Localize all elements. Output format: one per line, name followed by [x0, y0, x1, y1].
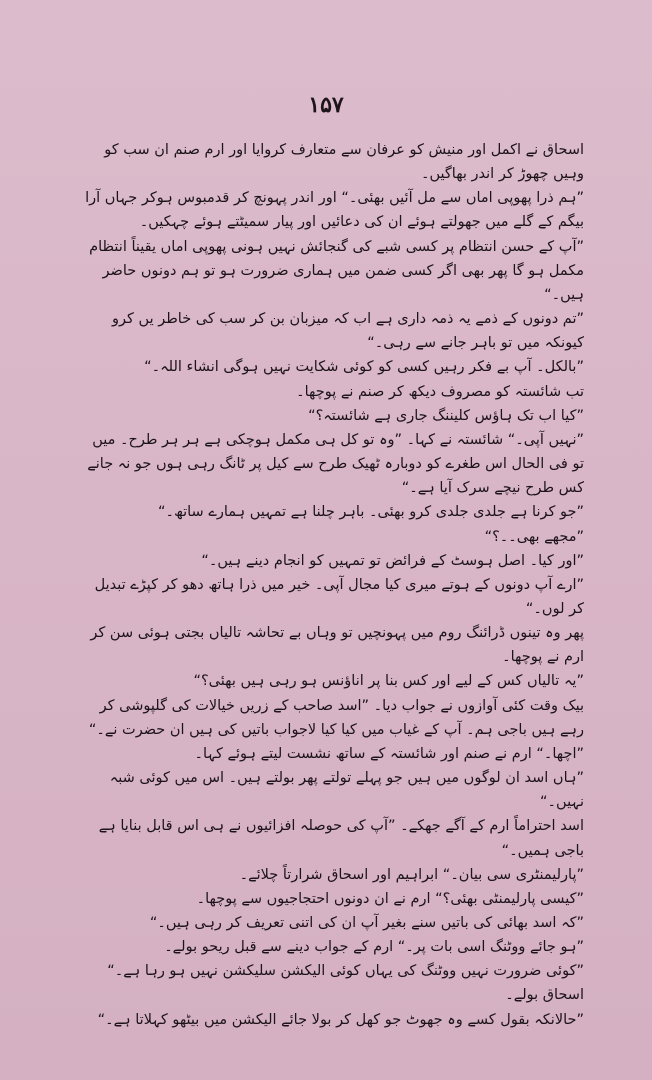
- paragraph: ”پارلیمنٹری سی بیان۔“ ابراہیم اور اسحاق شرارتاً چلائے۔: [239, 866, 584, 883]
- paragraph: اسد احتراماً ارم کے آگے جھکے۔ ”آپ کی حوصلہ افزائیوں نے ہی اس قابل بنایا ہے باجی ہمیں۔“: [98, 818, 584, 859]
- paragraph: ”آپ کے حسن انتظام پر کسی شبے کی گنجائش نہیں ہونی پھوپی اماں یقیناً انتظام مکمل ہو گا پھر بھی اگر کسی ضمن میں ہماری ضرورت ہو تو ہم دونوں حاضر ہیں۔“: [89, 238, 584, 303]
- paragraph: ”یہ تالیاں کس کے لیے اور کس بنا پر اناؤنس ہو رہی ہیں بھئی؟“: [193, 673, 584, 690]
- paragraph: پھر وہ تینوں ڈرائنگ روم میں پہونچیں تو وہاں بے تحاشہ تالیاں بجتی ہوئی سن کر ارم نے پوچھا۔: [90, 625, 584, 666]
- paragraph: ”حالانکہ بقول کسے وہ جھوٹ جو کھل کر بولا جائے الیکشن میں بیٹھو کہلاتا ہے۔“: [97, 1011, 584, 1028]
- paragraph: ”نہیں آپی۔“ شائستہ نے کہا۔ ”وہ تو کل ہی مکمل ہوچکی ہے ہر ہر طرح۔ میں تو فی الحال اس طغرے کو دوبارہ ٹھیک طرح سے کیل پر ٹانگ رہی ہوں جو نہ جانے کس طرح نیچے سرک آیا ہے۔“: [87, 431, 584, 497]
- page-number: ۱۵۷: [308, 92, 344, 118]
- urdu-text-body: [82, 138, 584, 1032]
- paragraph: بیک وقت کئی آوازوں نے جواب دیا۔ ”اسد صاحب کے زریں خیالات کی گلپوشی کر رہے ہیں باجی ہم۔ آپ کے غیاب میں کیا کیا لاجواب باتیں کی ہیں ان حضرت نے۔“: [88, 697, 584, 738]
- paragraph: ”مجھے بھی۔۔؟“: [484, 528, 584, 545]
- paragraph: ”ہاں اسد ان لوگوں میں ہیں جو پہلے تولتے پھر بولتے ہیں۔ اس میں کوئی شبہ نہیں۔“: [109, 770, 584, 811]
- paragraph: ”کیا اب تک ہاؤس کلیننگ جاری ہے شائستہ؟“: [308, 407, 584, 424]
- paragraph: ”جو کرنا ہے جلدی جلدی کرو بھئی۔ باہر چلنا ہے تمہیں ہمارے ساتھ۔“: [157, 504, 584, 521]
- paragraph: ”ارے آپ دونوں کے ہوتے میری کیا مجال آپی۔ خیر میں ذرا ہاتھ دھو کر کپڑے تبدیل کر لوں۔“: [94, 576, 584, 617]
- paragraph: اسحاق نے اکمل اور منیش کو عرفان سے متعارف کروایا اور ارم صنم ان سب کو وہیں چھوڑ کر اندر بھاگیں۔: [104, 142, 584, 183]
- paragraph: ”اور کیا۔ اصل ہوسٹ کے فرائض تو تمہیں کو انجام دینے ہیں۔“: [201, 552, 584, 569]
- paragraph: ”کیسی پارلیمنٹی بھئی؟“ ارم نے ان دونوں احتجاجیوں سے پوچھا۔: [196, 890, 584, 907]
- paragraph: ”ہو جائے ووٹنگ اسی بات پر۔“ ارم کے جواب دینے سے قبل ریحو بولے۔: [164, 939, 584, 956]
- paragraph: ”کہ اسد بھائی کی باتیں سنے بغیر آپ ان کی اتنی تعریف کر رہی ہیں۔“: [149, 915, 584, 931]
- paragraph: ”ہم ذرا پھوپی اماں سے مل آئیں بھئی۔“ اور اندر پہونچ کر قدمبوس ہوکر جہاں آرا بیگم کے گلے میں جھولتے ہوئے ان کی دعائیں اور پیار سمیٹتے ہوئے چہکیں۔: [85, 190, 584, 231]
- paragraph: ”اچھا۔“ ارم نے صنم اور شائستہ کے ساتھ نشست لیتے ہوئے کہا۔: [194, 745, 584, 762]
- paragraph: ”کوئی ضرورت نہیں ووٹنگ کی یہاں کوئی الیکشن سلیکشن نہیں ہو رہا ہے۔“ اسحاق بولے۔: [107, 963, 584, 1004]
- paragraph: ”بالکل۔ آپ بے فکر رہیں کسی کو کوئی شکایت نہیں ہوگی انشاء اللہ۔“: [144, 359, 584, 376]
- paragraph: ”تم دونوں کے ذمے یہ ذمہ داری ہے اب کہ میزبان بن کر سب کی خاطر یں کرو کیونکہ میں تو باہر جانے سے رہی۔“: [112, 311, 584, 352]
- paragraph: تب شائستہ کو مصروف دیکھ کر صنم نے پوچھا۔: [296, 383, 584, 400]
